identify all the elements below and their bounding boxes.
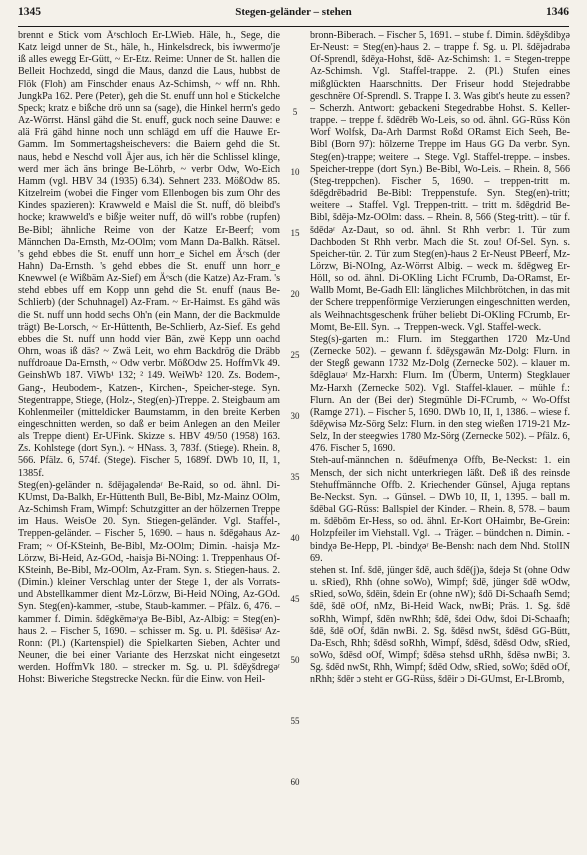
entry-stegen-compounds: bronn-Biberach. – Fischer 5, 1691. – stube f. Dimin. šdēχšdibχə Er-Neust: = Steg(en)-haus 2. – trappe f. Sg. u. Pl. šdējədrabə Of-Sprendl, šdēχa-Hohst, šdē- Az-Schimsh: 1. = Stegen-treppe Az-Schimsh. Vgl. Staffel-trappe. 2. (Pl.) Stufen eines mißglückten Haarschnitts. Der Friseur hodd Stejedrabbe geschnëre Of-Sprendl. S. Trappe I. 3. Was gibt's heute zu essen? – Scherzh. Antwort: gebackeni Stegedrabbe Hohst. S. Keller-trappe. – treppe f. šdēdrēb Wo-Leis, so od. ähnl. GG-Rüss Kön Worf Wolfsk, Da-Arh Darmst Roßd ORamst Eich Seeh, Be-Bibl (Born 97): hölzerne Treppe im Haus GG Da verbr. Syn. Steg(en)-trappe; weitere → Stege. Vgl. Staffel-treppe. – insbes. Speicher-treppe (dort Syn.) Be-Bibl, Wo-Leis. – Rhein. 8, 566 (Steg-treppchen). Fischer 5, 1690. – treppen-tritt m. šdēgdrēbədrid Be-Bibl: Treppenstufe. Syn. Steg(en)-tritt; weitere → Staffel. Vgl. Treppen-tritt. – tritt m. šdēgdrid Be-Bibl, šdējə-Mz-OOlm: dass. – Rhein. 8, 566 (Steg-tritt). – tür f. šdēdəʳ Az-Daut, so od. ähnl. St Rhh verbr: 1. Tür zum Dachboden St Rhh verbr. Mach die St. zou! Of-Sel. Syn. s. Speicher-tür. 2. Tür zum Steg(en)-haus 2 Er-Neust PBeerf, Mz-Lörzw, Bi-NOIng, Az-Wörrst Albig. – weck m. šdēgweg Er-Höll, so od. ähnl. Di-OKling Licht FCrumb, Da-ORamst, Er-Wallb Momt, Be-Gadh Ell: längliches Milchbrötchen, in das mit der Schere treppenförmige Verzierungen eingeschnitten werden, als Weihnachtsgeschenk früher beliebt Di-OKling FCrumb, Er-Momt, Be-Ell. Syn. → Treppen-weck. Vgl. Staffel-weck.	[310, 30, 570, 333]
entry-stehen: stehen st. Inf. šdē, jünger šdē, auch šdē(j)ə, šdejə St (ohne Odw u. sRied), Rhh (ohne soWo), Wimpf; šdē, jünger šdē wOdw, sRied, soWo, šdēin, šdein Er (ohne nW); šdō Di-Schaafh Semd; šdē, šdē oOf, nMz, Bi-Heid Wack, nwBi; Präs. 1. Sg. šdē soRhh, Wimpf, šdēn nwRhh; šdē, šdei Odw, šdoi Di-Schaafh; šdē, šdē oOf, šdān nwBi. 2. Sg. šdēsd nwSt, šdēsd GG-Bütt, Da-Esch, Rhh; šdēsd soRhh, Wimpf, šdēsd, šdēsd Odw, sRied, soWo, šdēsd oOf, Wimpf; šdēsə stehsd uRhh, šdēsə nwBi; 3. Sg. šdēd nwSt, Rhh, Wimpf; šdēd Odw, sRied, soWo; šdēd oOf, nRhh; šdēr ɔ steht er GG-Rüss, šdēir ɔ Di-GUmst, Er-LBromb,	[310, 564, 570, 686]
page-number-right: 1346	[545, 6, 569, 18]
line-number-gutter	[283, 30, 307, 848]
line-number: 50	[290, 655, 300, 665]
right-column	[310, 30, 570, 848]
line-number: 30	[290, 411, 300, 421]
line-number: 15	[290, 228, 300, 238]
header-rule	[18, 26, 569, 27]
line-number: 55	[290, 716, 300, 726]
line-number: 20	[290, 289, 300, 299]
entry-stegs-garten: Steg(s)-garten m.: Flurn. im Steggarthen 1720 Mz-Und (Zernecke 502). – gewann f. šdēχsgəwān Mz-Dolg: Flurn. in der Stegß gewann 1732 Mz-Dolg (Zernecke 502). – klauer m. šdēglauəʳ Mz-Harxh: Flurn. Im (Überm, Unterm) Stegklauer Mz-Harxh (Zernecke 502). Vgl. Staffel-klauer. – mühle f.: Flurn. An der (Bei der) Stegmühle Di-FCrumb, ~ Wo-Offst (Ramge 271). – Fischer 5, 1690. DWb 10, II, 1, 1386. – wiese f. šdēχwisə Mz-Sörg Selz: Flurn. in den steg wießen 1719-21 Mz-Selz, In der steegwies 1780 Mz-Sörg (Zernecke 502). – Pfälz. 6, 476. Fischer 5, 1690.	[310, 333, 570, 455]
line-number: 5	[292, 107, 298, 117]
left-column	[18, 30, 280, 848]
entry-steh-auf-maennchen: Steh-auf-männchen n. šdēufmenχə Offb, Be-Neckst: 1. ein Mensch, der sich nicht unterkriegen läßt. Deß iß des reinsde Stehuffmännche Offb. 2. Kriechender Günsel, Ajuga reptans Be-Neckst. Syn. → Günsel. – DWb 10, II, 1, 1395. – ball m. šdēbal GG-Rüss: Ballspiel der Kinder. – Rhein. 8, 578. – baum m. šdēbōm Er-Hess, so od. ähnl. Er-Kort OHaimbr, Be-Grein: Holzpfeiler im Viehstall. Vgl. → Träger. – bündchen n. Dimin. -bindχə Be-Hepp, Pl. -bindχəʳ Be-Bensh: nach dem Nhd. StolIN 69.	[310, 455, 570, 564]
running-title: Stegen-geländer – stehen	[235, 6, 352, 18]
line-number: 25	[290, 350, 300, 360]
line-number: 60	[290, 777, 300, 787]
page-header	[18, 6, 569, 24]
line-number: 45	[290, 594, 300, 604]
page-number-left: 1345	[18, 6, 41, 18]
entry-stege-continued: brennt e Stick vom Äᵉschloch Er-LWieb. Häle, h., Sege, die Katz leigd unner de St., häle, h., Hinkelsdreck, bis iwwermo'je iß alles ewegg Er-Gütt, ~ Er-Etz. Reime: Unner de St. hallen die Belleit Hochzedd, singd die Maus, danzd die Laus, hubbst de Flök (Floh) am Finschder enaus Az-Schimsh, ~ wff nn. Rhh. JungkPa 162. Pere (Peter), geh die St. enuff unn hol e Stickelche Speck; kratz e bißche drö unn sa (sage), die Hinkel herrn's gedo Az-Wörrst. Hänsl gähd die St. enuff, guck noch seine Dauwe: e alä Frä gähd hinne noch unn schlägd em uff die Hauwe Er-Gamm. Im Sommertagsheischevers: die Baiern gehd die St. naus, hebd e Neschd voll Äjer aus, ich hër die Schlissel klinge, werd mer äch äns bringe Be-Löhrb, ~ verbr Odw, Wo-Eich Hamm (vgl. HBV 34 (1935) 6.34). Sehnert 233. MößOdw 85. Kitzelreim (wobei die Finger vom Ellenbogen bis zum Ohr des Kindes spazieren): Krawweld e Maisl die St. nuff, dö bleibd's hocke; krawweld's e bißje weiter nuff, dö will's robbe (rupfen) Be-Bibl; ähnliche Reime von der Katze Er-Beerf; vom Männchen Da-Ernsth, Mz-OOlm; vom Mann Da-Balkh. Rätsel. 's gehd ebbes die St. enuff unn horr_e Sichel em Äᵉsch (der Hahn) Da-Ernsth. 's gehd ebbes die St. enuff unn horr_e Knewwel (e Wißbäm Az-Sief) em Äᵉsch (die Katze) Az-Fram. 's stehd ebbes uff em Kopp unn gehd die St. enuff (naus Be-Schlierb) (der Schuhnagel) Az-Fram. ~ Er-Haimst. Es gähd wäs die St. nuff unn hodd sechs Oh'n (ein Mann, der die Backmulde trägt) Be-Lorsch, ~ Er-Hüttenth, Be-Schlierb, Az-Sief. Es gehd ebbes die St. nuff unn hodd vier Bän, zwë Kepp unn oachd Ohrn, woas iß däs? ~ Zwä Leit, wo ehrn Backdrög die Dräbb nuffdroaue Da-Ernsth, ~ Odw verbr. MößOdw 25. HoffmVk 49. GeinshWb 187. ViWb¹ 132; ² 149. WeiWb² 120. Zs. Bodem-, Gang-, Heubodem-, Katzen-, Kirchen-, Speicher-stege. Syn. Stegentrappe, Stiege, (Holz-, Steg(en)-)Treppe. 2. Steigbaum am Kohlenmeiler (mitteldicker Baumstamm, in den breite Kerben eingeschnitten werden, so daß er beim Anlegen an den Meiler als Treppe dient) Er-UFink. Skizze s. HBV 49/50 (1958) 163. Zs. Kohlstege (dort Syn.). ~ HNass. 3, 783f. (Stiege). Rhein. 8, 566. Pfälz. 6, 574f. (Stege). Fischer 5, 1689f. DWb 10, II, 1, 1385f.	[18, 30, 280, 479]
entry-stegen-gelaender: Steg(en)-geländer n. šdējagəlendəʳ Be-Raid, so od. ähnl. Di-KUmst, Da-Balkh, Er-Hüttenth Bull, Be-Bibl, Mz-Mainz OOlm, Az-Schimsh Fram, Wimpf: Schutzgitter an der hölzernen Treppe im Haus. WeisOe 20. Syn. Stiegen-geländer. Vgl. Staffel-, Treppen-geländer. – Fischer 5, 1690. – haus n. šdēgəhaus Az-Fram; ~ Of-KSteinh, Be-Bibl, Mz-OOlm; Dimin. -haisjə Mz-Lörzw, Bi-Heid, Az-GOd, -haisjə Bi-NOing: 1. Treppenhaus Of-KSteinh, Be-Bibl, Mz-OOlm, Az-Fram. Syn. s. Stiegen-haus. 2. (Dimin.) kleiner Verschlag unter der Stege 1, der als Vorrats- und Abstellkammer dient Mz-Lörzw, Bi-Heid NOing, Az-GOd. Syn. Steg(en)-kammer, -stube, Staub-kammer. – Pfälz. 6, 476. – kammer f. Dimin. šdēgkēməʳχə Be-Bibl, Az-Albig: = Steg(en)-haus 2. – Fischer 5, 1690. – schisser m. Sg. u. Pl. šdēšisəʳ Az-Ronn: (Pl.) (Kartenspiel) die Spielkarten Sieben, Achter und Neuner, die bei einer Variante des Herzskat nicht eingesetzt werden. HoffmVk 180. – strecker m. Sg. u. Pl. šdēχšdregəʳ Hohst: Biweriche Stegstrecke Neckn. für die Einw. von Heil-	[18, 479, 280, 686]
line-number: 40	[290, 533, 300, 543]
line-number: 10	[290, 167, 300, 177]
line-number: 35	[290, 472, 300, 482]
